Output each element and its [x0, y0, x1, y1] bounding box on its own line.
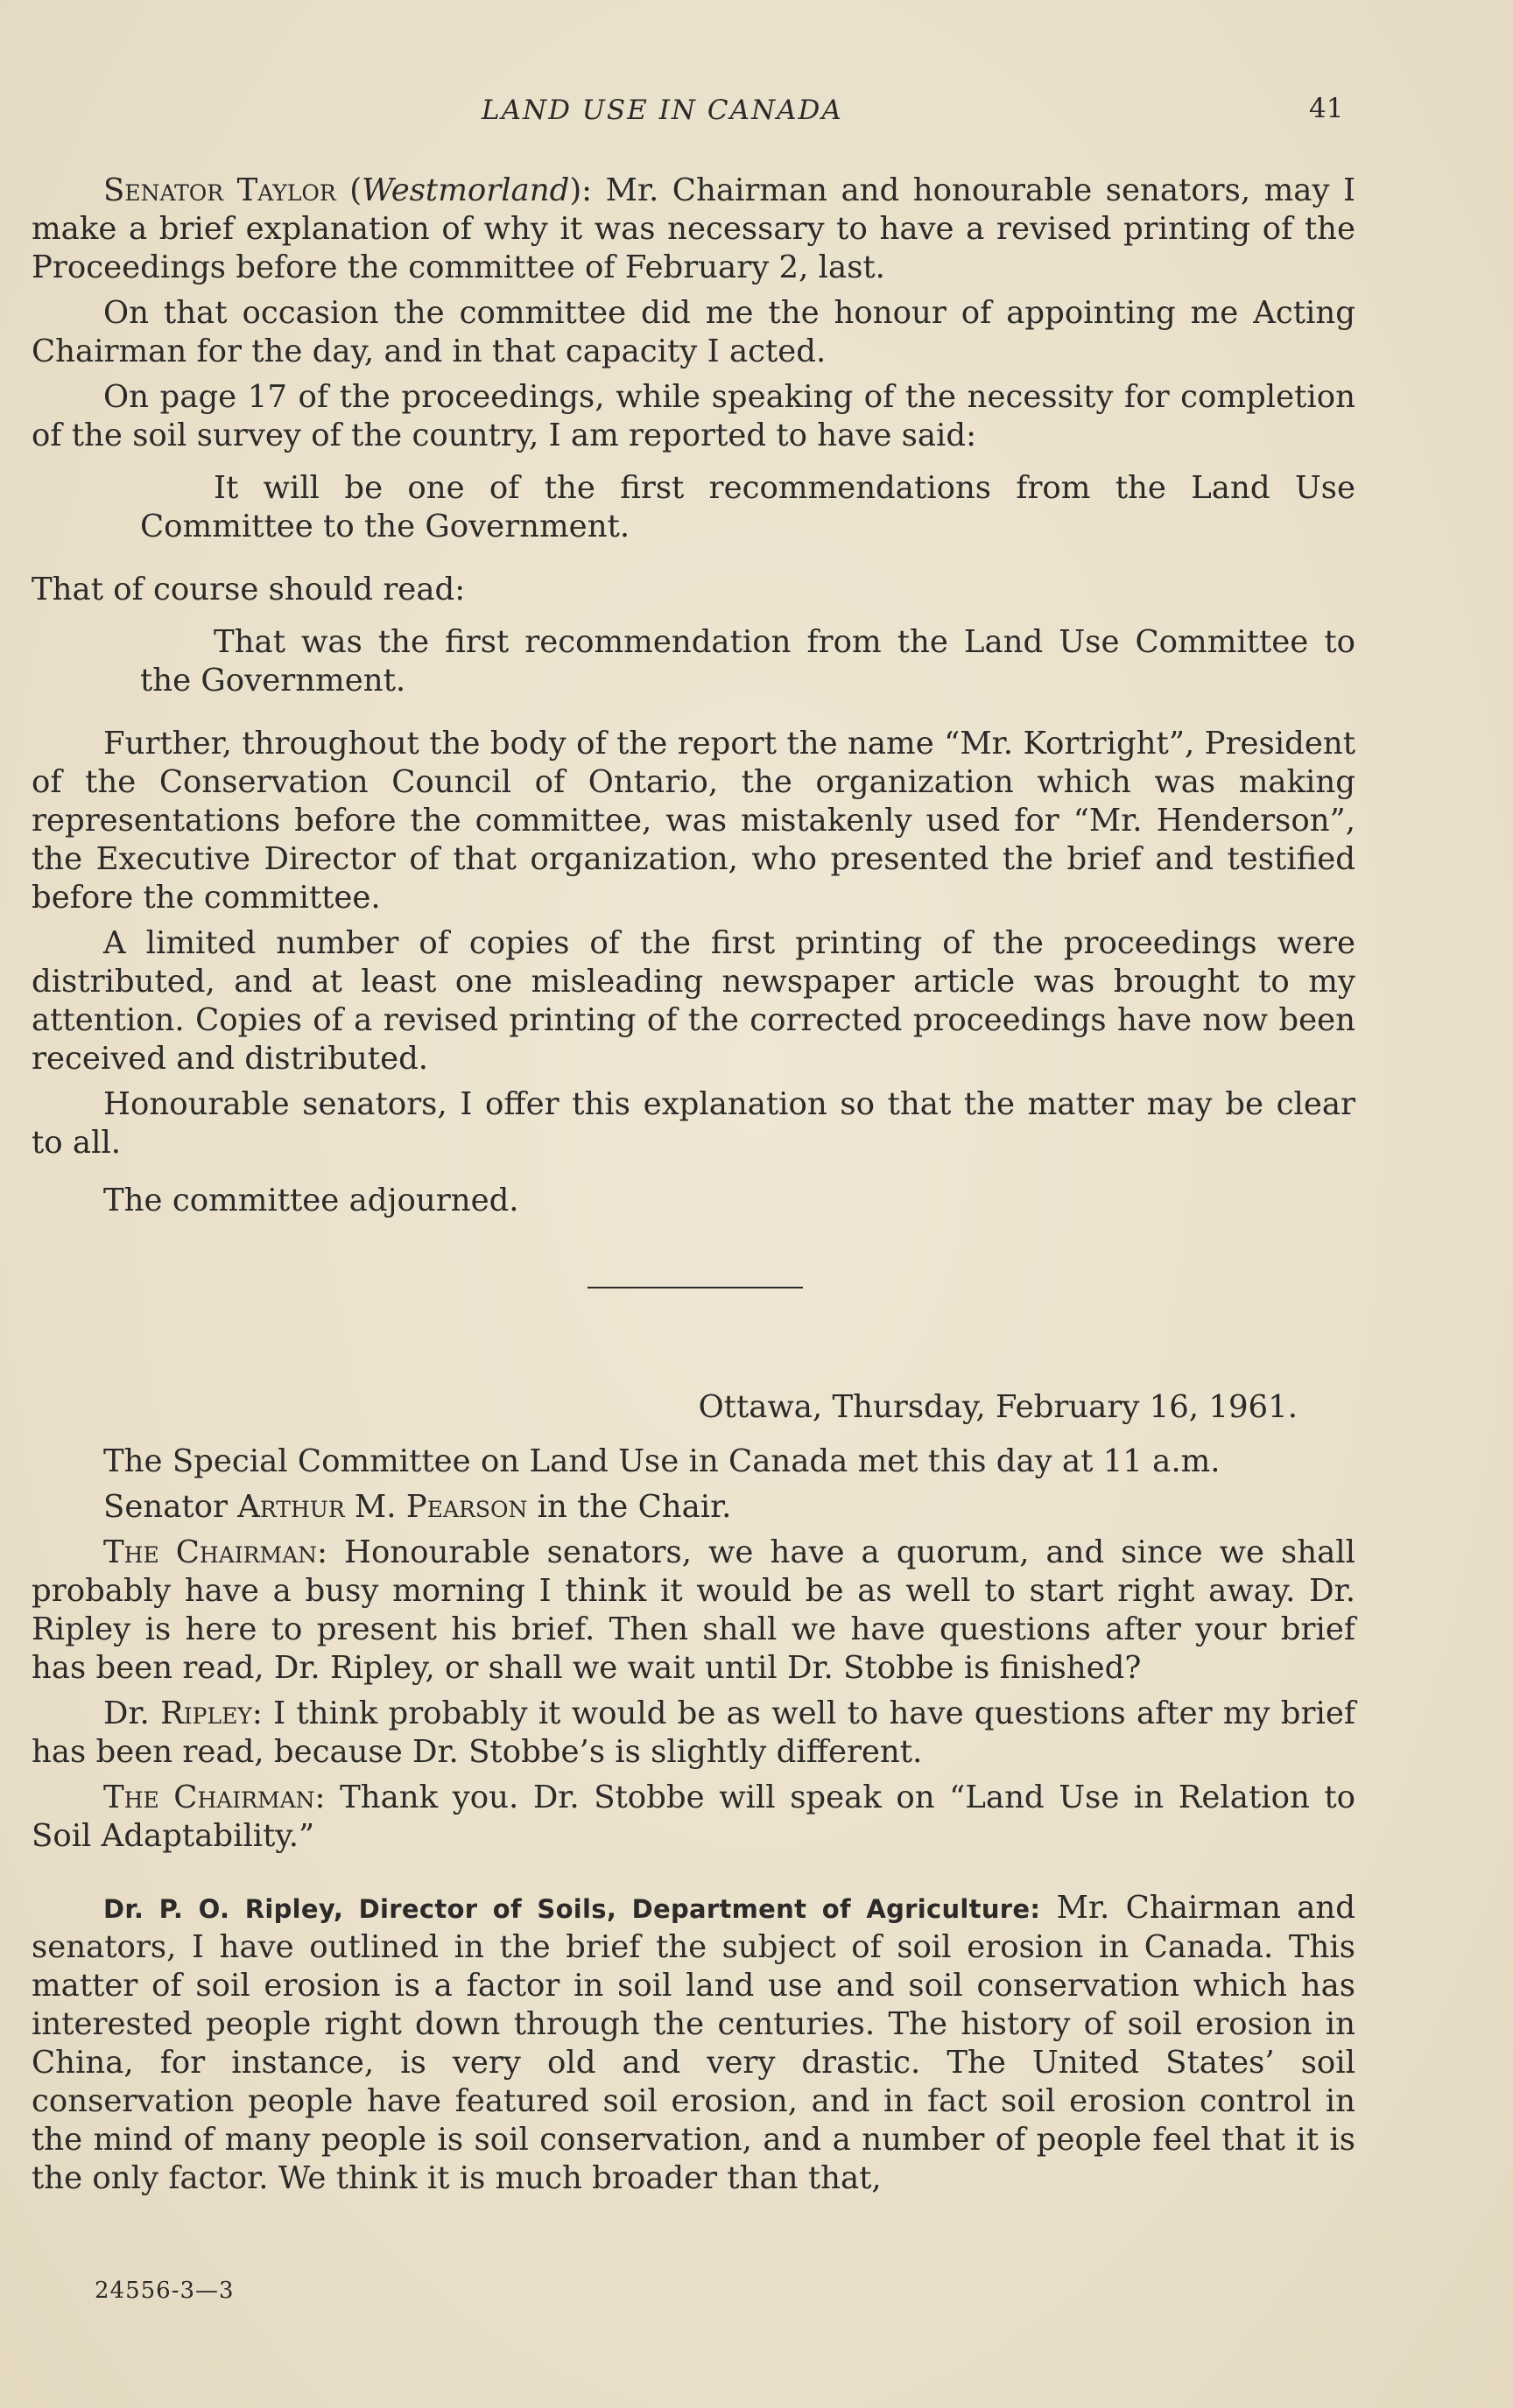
speaker-name: Ripley [160, 1695, 252, 1731]
section-divider [32, 1227, 1355, 1306]
chair-note [32, 1488, 1355, 1527]
paragraph: Further, throughout the body of the report the name “Mr. Kortright”, President of the Conservation Council of Ontario, the organization which was making representations before the committee, was mistakenly used for “Mr. Henderson”, the Executive Director of that organization, who presented the brief and testified before the committee. [32, 726, 1355, 916]
text-fragment: Dr. [103, 1695, 161, 1731]
running-head: LAND USE IN CANADA [482, 95, 843, 126]
printer-signature: 24556-3—3 [95, 2278, 235, 2304]
paren-open: ( [335, 172, 362, 208]
statement-text: : I think probably it would be as well to have questions after my brief has been read, because Dr. Stobbe’s is slightly different. [32, 1695, 1355, 1770]
paragraph: That of course should read: [32, 572, 466, 607]
statement-text: : Thank you. Dr. Stobbe will speak on “Land Use in Relation to Soil Adaptability.” [32, 1780, 1356, 1854]
paragraph: On that occasion the committee did me the honour of appointing me Acting Chairman for the day, and in that capacity I acted. [32, 295, 1355, 369]
divider-rule [588, 1287, 803, 1288]
chairman-statement [32, 1534, 1355, 1688]
paragraph: On page 17 of the proceedings, while speaking of the necessity for completion of the soil survey of the country, I am reported to have said: [32, 379, 1355, 453]
adjournment-note: The committee adjourned. [103, 1183, 519, 1218]
chair-name: Arthur M. Pearson [237, 1489, 528, 1525]
taylor-statement [32, 172, 1355, 287]
paragraph: Honourable senators, I offer this explanation so that the matter may be clear to all. [32, 1086, 1355, 1161]
block-quote: It will be one of the first recommendations from the Land Use Committee to the Government. [140, 470, 1355, 544]
statement-text: : Honourable senators, we have a quorum, and since we shall probably have a busy morning I think it would be as well to start right away. Dr. Ripley is here to present his brief. Then shall we have questions after your brief has been read, Dr. Ripley, or shall we wait until Dr. Stobbe is finished? [32, 1534, 1355, 1686]
statement-text: Mr. Chairman and honourable senators, may I make a brief explanation of why it was necessary to have a revised printing of the Proceedings before the committee of February 2, last. [32, 172, 1356, 285]
text-fragment: in the Chair. [527, 1489, 732, 1525]
speaker-name: The Chairman [103, 1780, 315, 1815]
paren-close: ): [569, 172, 593, 208]
paragraph: The Special Committee on Land Use in Canada met this day at 11 a.m. [103, 1443, 1221, 1479]
text-fragment: Senator [103, 1489, 238, 1525]
page-number: 41 [1309, 93, 1344, 124]
chairman-statement [32, 1779, 1355, 1856]
speaker-constituency: Westmorland [362, 172, 570, 208]
block-quote: That was the first recommendation from the Land Use Committee to the Government. [140, 624, 1355, 699]
speaker-name: Senator Taylor [103, 172, 336, 208]
testimony-text: Mr. Chairman and senators, I have outlined in the brief the subject of soil erosion in Canada. This matter of soil erosion is a factor in soil land use and soil conservation which has interested people right down through the centuries. The history of soil erosion in China, for instance, is very old and very drastic. The United States’ soil conservation people have featured soil erosion, and in fact soil erosion control in the mind of many people is soil conservation, and a number of people feel that it is the only factor. We think it is much broader than that, [32, 1890, 1355, 2196]
dateline: Ottawa, Thursday, February 16, 1961. [698, 1389, 1298, 1425]
speaker-name: The Chairman [103, 1534, 317, 1570]
witness-name: Dr. P. O. Ripley, Director of Soils, Department of Agriculture: [103, 1894, 1041, 1924]
paragraph: A limited number of copies of the first printing of the proceedings were distributed, and at least one misleading newspaper article was brought to my attention. Copies of a revised printing of the corrected proceedings have now been received and distributed. [32, 925, 1355, 1077]
page-body [32, 172, 1355, 2205]
ripley-statement [32, 1695, 1355, 1772]
page-header [0, 95, 1513, 138]
ripley-testimony [32, 1889, 1355, 2198]
